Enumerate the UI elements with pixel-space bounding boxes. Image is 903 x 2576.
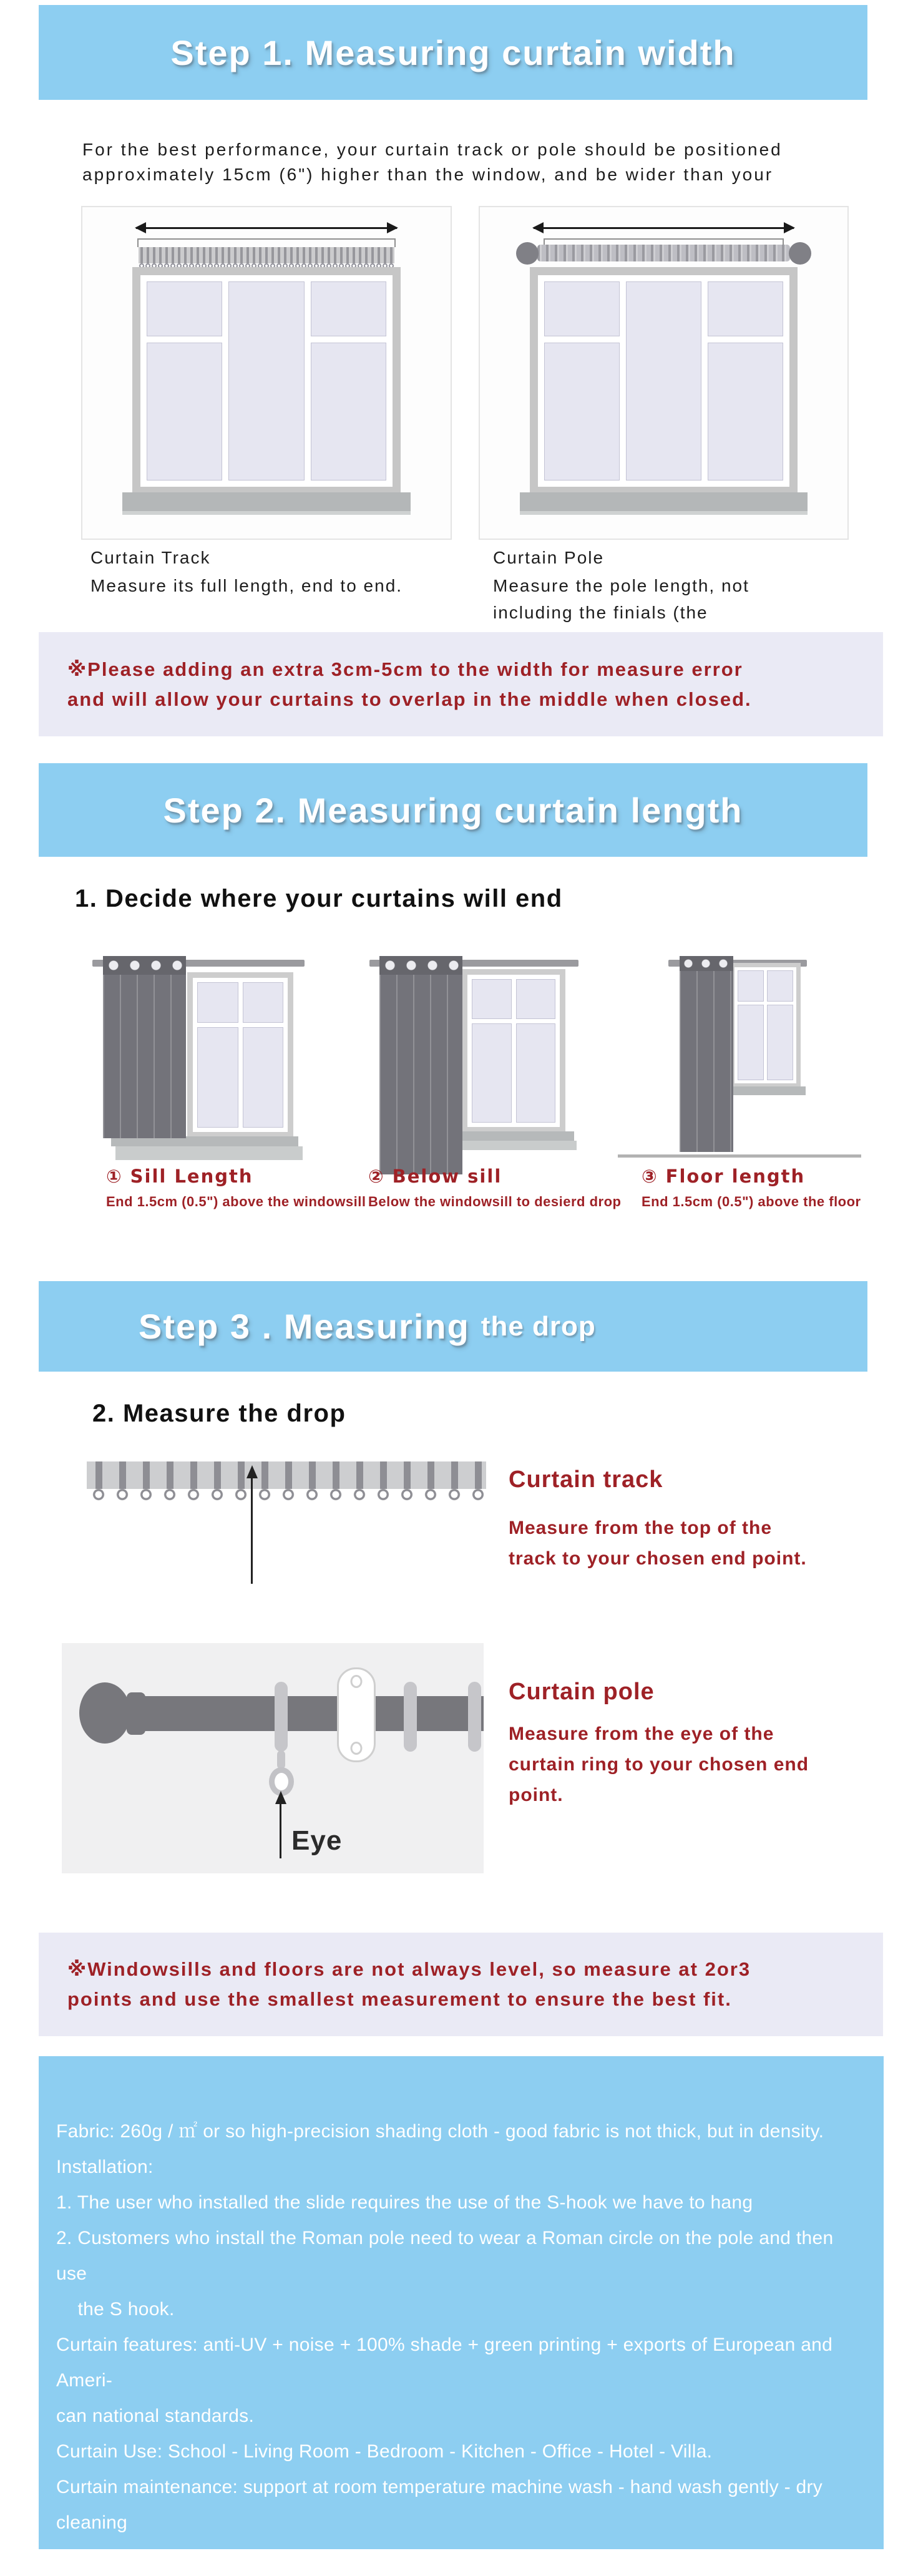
- level-note-line: ※Windowsills and floors are not always level, so measure at 2or3: [67, 1958, 751, 1980]
- info-line: Curtain maintenance: support at room temperature machine wash - hand wash gently - dry cleaning: [56, 2477, 828, 2533]
- window-pane: [516, 1023, 556, 1123]
- pole-finial-icon: [789, 242, 811, 265]
- curtain-track-graphic: [87, 1461, 486, 1489]
- step2-banner: [39, 763, 867, 857]
- curtain-pole-caption-line: including the finials (the: [493, 603, 708, 622]
- curtain-track-graphic: [139, 247, 394, 263]
- step3-banner-subtitle: the drop: [481, 1310, 596, 1342]
- sill-length-desc: End 1.5cm (0.5") above the windowsill: [106, 1194, 366, 1209]
- window-pane: [197, 1027, 238, 1128]
- floor-length-caption: [642, 1166, 861, 1210]
- window-pane: [472, 979, 512, 1019]
- eye-label: Eye: [291, 1825, 343, 1856]
- below-sill-desc: Below the windowsill to desierd drop: [368, 1194, 622, 1209]
- windowsill-graphic: [520, 492, 808, 515]
- screw-icon: [351, 1675, 363, 1688]
- window-column: [544, 281, 620, 481]
- sill-length-figure: [90, 954, 306, 1163]
- window-frame: [538, 275, 789, 487]
- curtain-track-caption-line: Measure its full length, end to end.: [90, 576, 403, 595]
- window-column: [311, 281, 386, 481]
- step1-intro: [82, 137, 862, 187]
- wall-bracket-slot-graphic: [343, 1688, 366, 1739]
- curtain-graphic: [379, 956, 462, 1174]
- window-pane: [147, 343, 222, 481]
- instruction-line: curtain ring to your chosen end: [509, 1754, 809, 1775]
- curtain-pole-caption-title: Curtain Pole: [493, 548, 605, 567]
- sill-length-title: ① Sill Length: [106, 1166, 253, 1187]
- pole-finial-icon: [79, 1682, 130, 1744]
- window-column: [516, 979, 556, 1123]
- info-line: the S hook.: [56, 2299, 175, 2320]
- track-hooks-graphic: [87, 1489, 486, 1503]
- window-pane: [197, 982, 238, 1023]
- window-column: [708, 281, 783, 481]
- window-pane: [708, 343, 783, 481]
- window-pane: [767, 970, 793, 1002]
- level-note: [39, 1933, 883, 2036]
- curtain-ring-graphic: [404, 1682, 417, 1752]
- instruction-line: point.: [509, 1785, 564, 1805]
- window-pane: [738, 970, 764, 1002]
- info-line: Fabric: 260g / ㎡ or so high-precision shading cloth - good fabric is not thick, but in density.: [56, 2121, 824, 2142]
- curtain-ring-graphic: [275, 1682, 288, 1752]
- curtain-pole-caption: [493, 544, 749, 626]
- info-line: Installation:: [56, 2157, 154, 2177]
- info-line: - medium temperature ironing - can not be bleached - prohibited with sharp objects wash.: [56, 2548, 812, 2569]
- curtain-pole-instructions: [509, 1719, 809, 1810]
- curtain-grommets-graphic: [680, 956, 733, 971]
- step3-banner-title: Step 3 . Measuring: [139, 1307, 470, 1346]
- floor-length-figure: [637, 954, 874, 1163]
- curtain-pole-caption-line: Measure the pole length, not: [493, 576, 749, 595]
- step1-banner: [39, 5, 867, 100]
- measure-bracket-icon: [137, 238, 396, 247]
- window-pane: [544, 343, 620, 481]
- below-sill-title: ② Below sill: [368, 1166, 502, 1187]
- step3-banner: [39, 1281, 867, 1372]
- windowsill-graphic: [122, 492, 411, 515]
- below-sill-figure: [368, 954, 583, 1184]
- curtain-pole-heading: Curtain pole: [509, 1679, 655, 1705]
- curtain-track-instructions: [509, 1513, 807, 1574]
- floor-length-desc: End 1.5cm (0.5") above the floor: [642, 1194, 861, 1209]
- screw-icon: [351, 1742, 363, 1755]
- window-pane: [243, 1027, 284, 1128]
- window-pane: [516, 979, 556, 1019]
- window-column: [626, 281, 701, 481]
- level-note-line: points and use the smallest measurement to ensure the best fit.: [67, 1988, 732, 2010]
- product-info-box: [39, 2056, 884, 2569]
- curtain-graphic: [103, 956, 186, 1138]
- info-line: Curtain Use: School - Living Room - Bedroom - Kitchen - Office - Hotel - Villa.: [56, 2441, 713, 2462]
- windowsill-base-graphic: [115, 1146, 303, 1160]
- window-pane: [708, 281, 783, 336]
- width-note-line: and will allow your curtains to overlap in the middle when closed.: [67, 688, 752, 710]
- curtain-track-caption-title: Curtain Track: [90, 548, 211, 567]
- window-column: [147, 281, 222, 481]
- curtain-grommets-graphic: [379, 956, 462, 975]
- window-pane: [147, 281, 222, 336]
- window-graphic: [187, 972, 293, 1138]
- step2-heading: 1. Decide where your curtains will end: [75, 885, 563, 912]
- pole-drop-diagram: [62, 1643, 484, 1873]
- window-pane: [767, 1005, 793, 1080]
- window-frame: [735, 967, 796, 1083]
- curtain-track-heading: Curtain track: [509, 1466, 663, 1493]
- instruction-line: Measure from the eye of the: [509, 1724, 774, 1744]
- curtain-ring-graphic: [468, 1682, 481, 1752]
- window-column: [472, 979, 512, 1123]
- instruction-line: Measure from the top of the: [509, 1518, 773, 1538]
- window-pane: [626, 281, 701, 481]
- width-arrow-icon: [534, 227, 794, 229]
- sill-length-caption: [106, 1166, 366, 1210]
- curtain-track-caption: [90, 544, 403, 599]
- step1-banner-title: Step 1. Measuring curtain width: [170, 32, 736, 72]
- windowsill-graphic: [726, 1086, 806, 1095]
- step2-banner-title: Step 2. Measuring curtain length: [163, 790, 743, 830]
- window-pane: [738, 1005, 764, 1080]
- window-pane: [311, 343, 386, 481]
- window-pane: [228, 281, 304, 481]
- info-line: Curtain features: anti-UV + noise + 100% shade + green printing + exports of European and Ameri-: [56, 2334, 837, 2391]
- info-line: 1. The user who installed the slide requires the use of the S-hook we have to hang: [56, 2192, 753, 2213]
- curtain-graphic: [680, 956, 733, 1152]
- width-note-line: ※Please adding an extra 3cm-5cm to the width for measure error: [67, 658, 743, 680]
- window-pane: [311, 281, 386, 336]
- window-frame: [140, 275, 393, 487]
- curtain-track-figure: [81, 206, 452, 540]
- curtain-ring-tail-graphic: [277, 1750, 285, 1769]
- window-frame: [467, 975, 560, 1127]
- floor-length-title: ③ Floor length: [642, 1166, 806, 1187]
- info-line: can national standards.: [56, 2406, 255, 2426]
- up-arrow-icon: [280, 1803, 281, 1858]
- window-column: [767, 970, 793, 1080]
- window-column: [738, 970, 764, 1080]
- info-line: 2. Customers who install the Roman pole need to wear a Roman circle on the pole and then use: [56, 2228, 839, 2284]
- instruction-line: track to your chosen end point.: [509, 1548, 807, 1569]
- window-column: [228, 281, 304, 481]
- windowsill-graphic: [457, 1131, 574, 1141]
- window-graphic: [132, 267, 401, 495]
- window-pane: [544, 281, 620, 336]
- curtain-pole-graphic: [537, 245, 790, 261]
- below-sill-caption: [368, 1166, 621, 1210]
- window-graphic: [730, 963, 801, 1088]
- window-frame: [193, 978, 288, 1132]
- window-column: [197, 982, 238, 1128]
- curtain-pole-figure: [479, 206, 849, 540]
- step1-intro-line: approximately 15cm (6") higher than the window, and be wider than your: [82, 165, 774, 184]
- window-graphic: [462, 969, 565, 1133]
- up-arrow-icon: [251, 1478, 253, 1584]
- windowsill-base-graphic: [462, 1141, 577, 1150]
- step1-intro-line: For the best performance, your curtain track or pole should be positioned: [82, 140, 783, 159]
- window-pane: [472, 1023, 512, 1123]
- pole-finial-icon: [516, 242, 539, 265]
- step3-heading: 2. Measure the drop: [92, 1400, 346, 1427]
- floor-line-graphic: [618, 1154, 861, 1158]
- window-pane: [243, 982, 284, 1023]
- window-column: [243, 982, 284, 1128]
- width-note: [39, 632, 883, 736]
- curtain-pole-graphic: [137, 1696, 484, 1731]
- width-arrow-icon: [136, 227, 397, 229]
- curtain-grommets-graphic: [103, 956, 186, 975]
- window-graphic: [530, 267, 798, 495]
- track-drop-diagram: [87, 1461, 486, 1586]
